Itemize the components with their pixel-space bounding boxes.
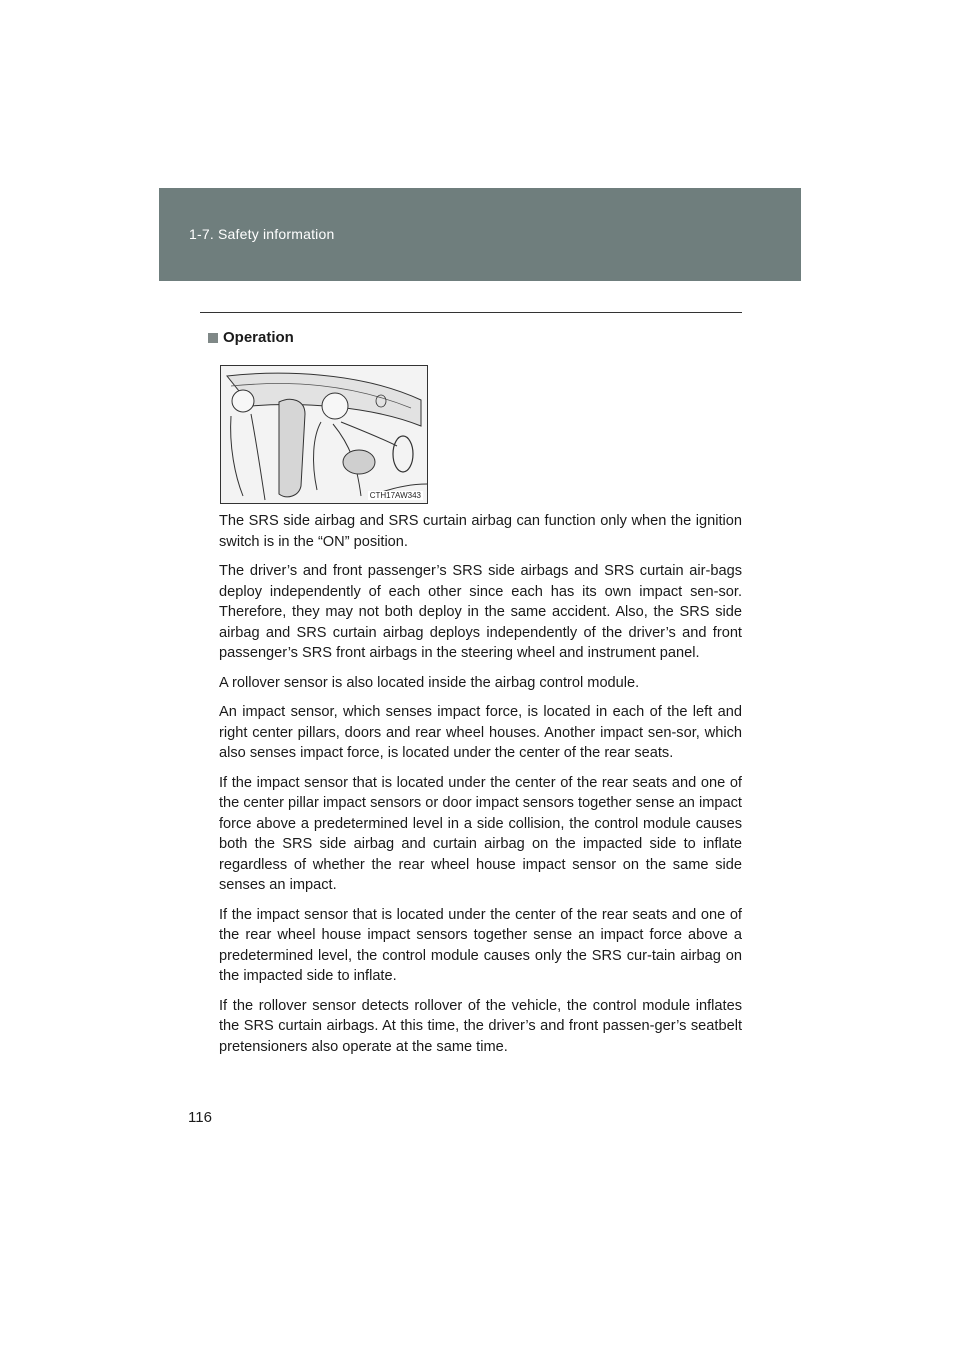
paragraph: The driver’s and front passenger’s SRS side airbags and SRS curtain air-bags deploy independently of each other since each has its own impact sen-sor. Therefore, they may not both deploy in the same accident. Also, the SRS side airbag and SRS curtain airbag deploys independently of the driver’s and front passenger’s SRS front airbags in the steering wheel and instrument panel.: [219, 563, 742, 661]
page-number: 116: [188, 1109, 212, 1126]
paragraph: If the impact sensor that is located under the center of the rear seats and one of the center pillar impact sensors or door impact sensors together sense an impact force above a predetermined level in a side collision, the control module causes both the SRS side airbag and curtain airbag on the impacted side to inflate regardless of whether the rear wheel house impact sensor on the same side senses an impact.: [219, 774, 742, 893]
paragraph: The SRS side airbag and SRS curtain airbag can function only when the ignition switch is in the “ON” position.: [219, 513, 742, 550]
paragraph: If the rollover sensor detects rollover of the vehicle, the control module inflates the SRS curtain airbags. At this time, the driver’s and front passen-ger’s seatbelt pretensioners also operate at the same time.: [219, 997, 742, 1055]
paragraph: A rollover sensor is also located inside the airbag control module.: [219, 674, 640, 691]
bullet-square-icon: [208, 333, 218, 343]
subheading: [208, 329, 294, 346]
figure-code: CTH17AW343: [369, 491, 421, 500]
paragraph: If the impact sensor that is located under the center of the rear seats and one of the rear wheel house impact sensors together sense an impact force above a predetermined level, the control module causes only the SRS cur-tain airbag on the impacted side to inflate.: [219, 906, 742, 984]
paragraph: An impact sensor, which senses impact force, is located in each of the left and right center pillars, doors and rear wheel houses. Another impact sen-sor, which also senses impact force, is located under the center of the rear seats.: [219, 704, 742, 761]
subheading-text: Operation: [223, 329, 294, 346]
section-title: 1-7. Safety information: [189, 226, 335, 242]
section-header-band: [159, 188, 801, 281]
airbag-illustration: [220, 365, 428, 504]
occupants-curtain-airbag-drawing: [221, 366, 427, 503]
body-text: [219, 511, 742, 1066]
header-rule: [200, 312, 742, 313]
